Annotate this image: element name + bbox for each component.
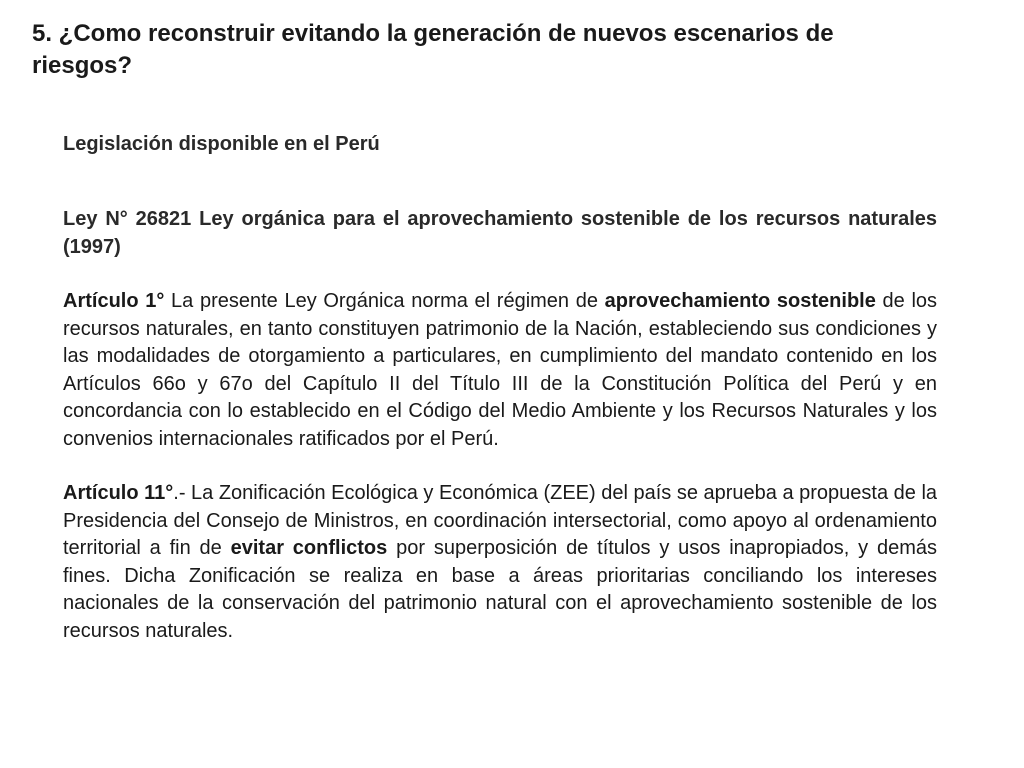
article-1-emphasis: aprovechamiento sostenible [604,290,876,312]
article-11-label: Artículo 11° [63,482,174,504]
article-1-text-a: La presente Ley Orgánica norma el régimen de [164,290,605,312]
slide-content [63,130,937,645]
section-subtitle: Legislación disponible en el Perú [63,133,380,155]
slide-title: 5. ¿Como reconstruir evitando la generación de nuevos escenarios de riesgos? [32,20,834,79]
law-heading: Ley N° 26821 Ley orgánica para el aprovechamiento sostenible de los recursos naturales (1997) [63,208,937,258]
article-11-paragraph [63,480,937,645]
article-11-emphasis: evitar conflictos [230,537,388,559]
article-1-paragraph [63,288,937,453]
article-1-label: Artículo 1° [63,290,165,312]
article-11-text-a: .- La Zonificación Ecológica y Económica (ZEE) del país se aprueba a propuesta de la Presidencia del Consejo de Ministros, en coordinación intersectorial, como apoyo al ordenamiento territorial a fin de [63,482,938,559]
article-1-text-b: de los recursos naturales, en tanto constituyen patrimonio de la Nación, estableciendo sus condiciones y las modalidades de otorgamiento a particulares, en cumplimiento del mandato contenido en los Artículos 66o y 67o del Capítulo II del Título III de la Constitución Política del Perú y en concordancia con lo establecido en el Código del Medio Ambiente y los Recursos Naturales y los convenios internacionales ratificados por el Perú. [63,290,938,450]
article-11-text-b: por superposición de títulos y usos inapropiados, y demás fines. Dicha Zonificación se realiza en base a áreas prioritarias conciliando los intereses nacionales de la conservación del patrimonio natural con el aprovechamiento sostenible de los recursos naturales. [63,537,937,642]
